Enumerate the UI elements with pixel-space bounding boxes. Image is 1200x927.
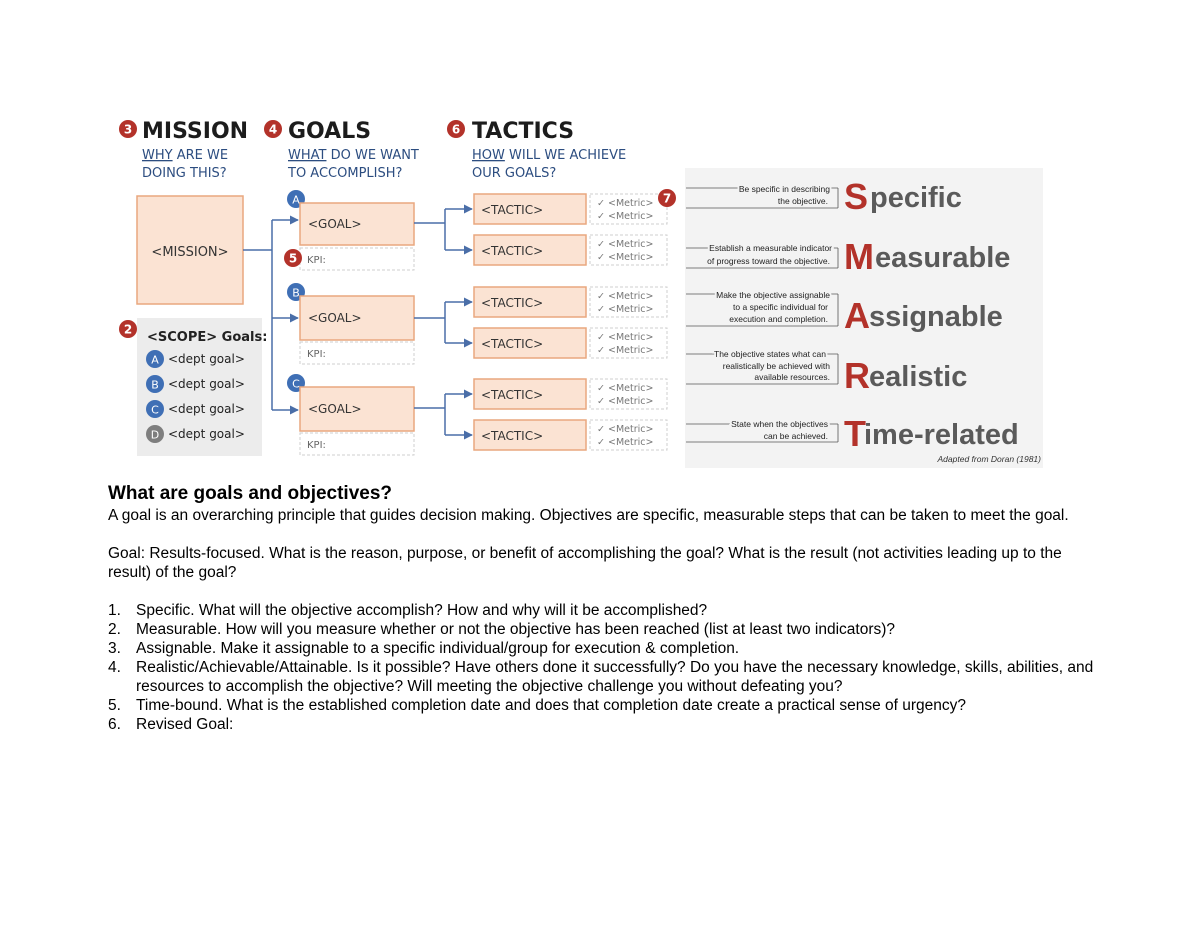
svg-text:B: B: [292, 286, 300, 300]
svg-text:✓ <Metric>: ✓ <Metric>: [597, 239, 654, 250]
goal-group-b: [287, 283, 414, 364]
svg-text:6: 6: [451, 122, 461, 137]
svg-text:<dept goal>: <dept goal>: [168, 402, 245, 416]
svg-text:<TACTIC>: <TACTIC>: [481, 337, 544, 351]
tactics-header: [447, 119, 626, 181]
figure-credit: Adapted from Doran (1981): [937, 454, 1041, 464]
smart-big-letter: A: [844, 295, 870, 336]
scope-title: <SCOPE> Goals:: [147, 330, 268, 345]
scope-item: [146, 375, 245, 393]
smart-word: pecific: [870, 182, 962, 214]
svg-text:✓ <Metric>: ✓ <Metric>: [597, 291, 654, 302]
svg-text:✓ <Metric>: ✓ <Metric>: [597, 304, 654, 315]
mission-header: [119, 119, 248, 181]
svg-text:Be specific in describing: Be specific in describing: [738, 184, 830, 194]
mission-subtitle-1: WHY ARE WE: [142, 148, 229, 163]
tactics-title: TACTICS: [472, 119, 575, 144]
svg-text:✓ <Metric>: ✓ <Metric>: [597, 396, 654, 407]
tactic-row: [474, 189, 676, 224]
svg-text:4: 4: [268, 122, 278, 137]
scope-item: [146, 400, 245, 418]
svg-text:Make the objective assignable: Make the objective assignable: [716, 290, 830, 300]
tactic-row: [474, 235, 667, 265]
svg-text:the objective.: the objective.: [777, 196, 828, 206]
svg-text:execution and completion.: execution and completion.: [729, 314, 828, 324]
svg-text:A: A: [292, 193, 300, 207]
svg-text:✓ <Metric>: ✓ <Metric>: [597, 437, 654, 448]
goal-connectors: [414, 209, 472, 435]
tactic-row: [474, 420, 667, 450]
svg-text:<dept goal>: <dept goal>: [168, 377, 245, 391]
tactic-row: [474, 328, 667, 358]
smart-criteria-list: [108, 601, 1098, 734]
svg-text:✓ <Metric>: ✓ <Metric>: [597, 198, 654, 209]
svg-text:<TACTIC>: <TACTIC>: [481, 203, 544, 217]
mission-subtitle-2: DOING THIS?: [142, 166, 227, 181]
tactic-row: [474, 287, 667, 317]
mission-box-label: <MISSION>: [151, 245, 229, 260]
svg-text:<GOAL>: <GOAL>: [308, 402, 362, 416]
goals-subtitle-2: TO ACCOMPLISH?: [288, 166, 403, 181]
smart-big-letter: R: [844, 355, 870, 396]
section-heading: What are goals and objectives?: [108, 483, 393, 504]
smart-word: ime-related: [864, 419, 1019, 451]
svg-text:to a specific individual for: to a specific individual for: [733, 302, 828, 312]
svg-text:<dept goal>: <dept goal>: [168, 427, 245, 441]
goals-subtitle-1: WHAT DO WE WANT: [288, 148, 419, 163]
goal-paragraph: Goal: Results-focused. What is the reason, purpose, or benefit of accomplishing the goal? What is the result (not activities leading up to the result) of the goal?: [108, 545, 1062, 581]
list-item: 5. Time-bound. What is the established completion date and does that completion date create a practical sense of urgency?: [108, 697, 967, 714]
smart-big-letter: T: [844, 413, 866, 454]
svg-text:<TACTIC>: <TACTIC>: [481, 388, 544, 402]
smart-big-letter: M: [844, 236, 874, 277]
mission-goals-tactics-smart-figure: [110, 110, 1050, 470]
svg-text:KPI:: KPI:: [307, 349, 326, 360]
svg-text:5: 5: [288, 251, 298, 266]
smart-word: ealistic: [869, 361, 968, 393]
scope-item: [146, 350, 245, 368]
svg-text:✓ <Metric>: ✓ <Metric>: [597, 252, 654, 263]
svg-text:realistically be achieved with: realistically be achieved with: [722, 361, 830, 371]
goal-group-a: [284, 190, 414, 270]
svg-text:✓ <Metric>: ✓ <Metric>: [597, 424, 654, 435]
svg-text:B: B: [151, 378, 159, 392]
svg-text:<TACTIC>: <TACTIC>: [481, 244, 544, 258]
svg-text:D: D: [150, 428, 160, 442]
list-item: 4. Realistic/Achievable/Attainable. Is it possible? Have others done it successfully? Do you have the necessary knowledge, skills, abilities, and resources to accomplish the objective? Will meeting the objective challenge you without defeating you?: [108, 659, 1094, 695]
tactic-row: [474, 379, 667, 409]
list-item: 3. Assignable. Make it assignable to a specific individual/group for execution & completion.: [108, 640, 740, 657]
smart-word: easurable: [875, 242, 1011, 274]
svg-text:KPI:: KPI:: [307, 440, 326, 451]
list-item: 2. Measurable. How will you measure whether or not the objective has been reached (list at least two indicators)?: [108, 621, 896, 638]
svg-text:✓ <Metric>: ✓ <Metric>: [597, 332, 654, 343]
document-body: [108, 482, 1098, 734]
svg-text:<GOAL>: <GOAL>: [308, 311, 362, 325]
svg-text:The objective states what can: The objective states what can: [714, 349, 826, 359]
list-item: 6. Revised Goal:: [108, 716, 234, 733]
svg-text:✓ <Metric>: ✓ <Metric>: [597, 345, 654, 356]
svg-text:can be achieved.: can be achieved.: [763, 431, 828, 441]
goals-header: [264, 119, 419, 181]
scope-item: [146, 425, 245, 443]
goals-title: GOALS: [288, 119, 372, 144]
svg-text:KPI:: KPI:: [307, 255, 326, 266]
svg-text:Establish a measurable indicat: Establish a measurable indicator: [709, 243, 832, 253]
svg-text:C: C: [292, 377, 300, 391]
svg-text:✓ <Metric>: ✓ <Metric>: [597, 383, 654, 394]
list-item: 1. Specific. What will the objective accomplish? How and why will it be accomplished?: [108, 602, 708, 619]
svg-text:<dept goal>: <dept goal>: [168, 352, 245, 366]
goal-group-c: [287, 374, 414, 455]
svg-text:of progress toward the objecti: of progress toward the objective.: [707, 256, 830, 266]
tactics-subtitle-1: HOW WILL WE ACHIEVE: [472, 148, 627, 163]
mission-title: MISSION: [142, 119, 249, 144]
svg-text:7: 7: [662, 191, 672, 206]
intro-paragraph: A goal is an overarching principle that guides decision making. Objectives are specific, measurable steps that can be taken to meet the goal.: [108, 507, 1069, 524]
smart-big-letter: S: [844, 176, 869, 217]
svg-text:<GOAL>: <GOAL>: [308, 217, 362, 231]
svg-text:<TACTIC>: <TACTIC>: [481, 296, 544, 310]
svg-text:2: 2: [123, 322, 133, 337]
svg-text:C: C: [151, 403, 159, 417]
svg-text:A: A: [151, 353, 159, 367]
tactics-subtitle-2: OUR GOALS?: [472, 166, 557, 181]
svg-text:available resources.: available resources.: [754, 372, 830, 382]
svg-text:3: 3: [123, 122, 133, 137]
smart-word: ssignable: [869, 301, 1003, 333]
svg-text:✓ <Metric>: ✓ <Metric>: [597, 211, 654, 222]
svg-text:<TACTIC>: <TACTIC>: [481, 429, 544, 443]
svg-text:State when the objectives: State when the objectives: [731, 419, 828, 429]
